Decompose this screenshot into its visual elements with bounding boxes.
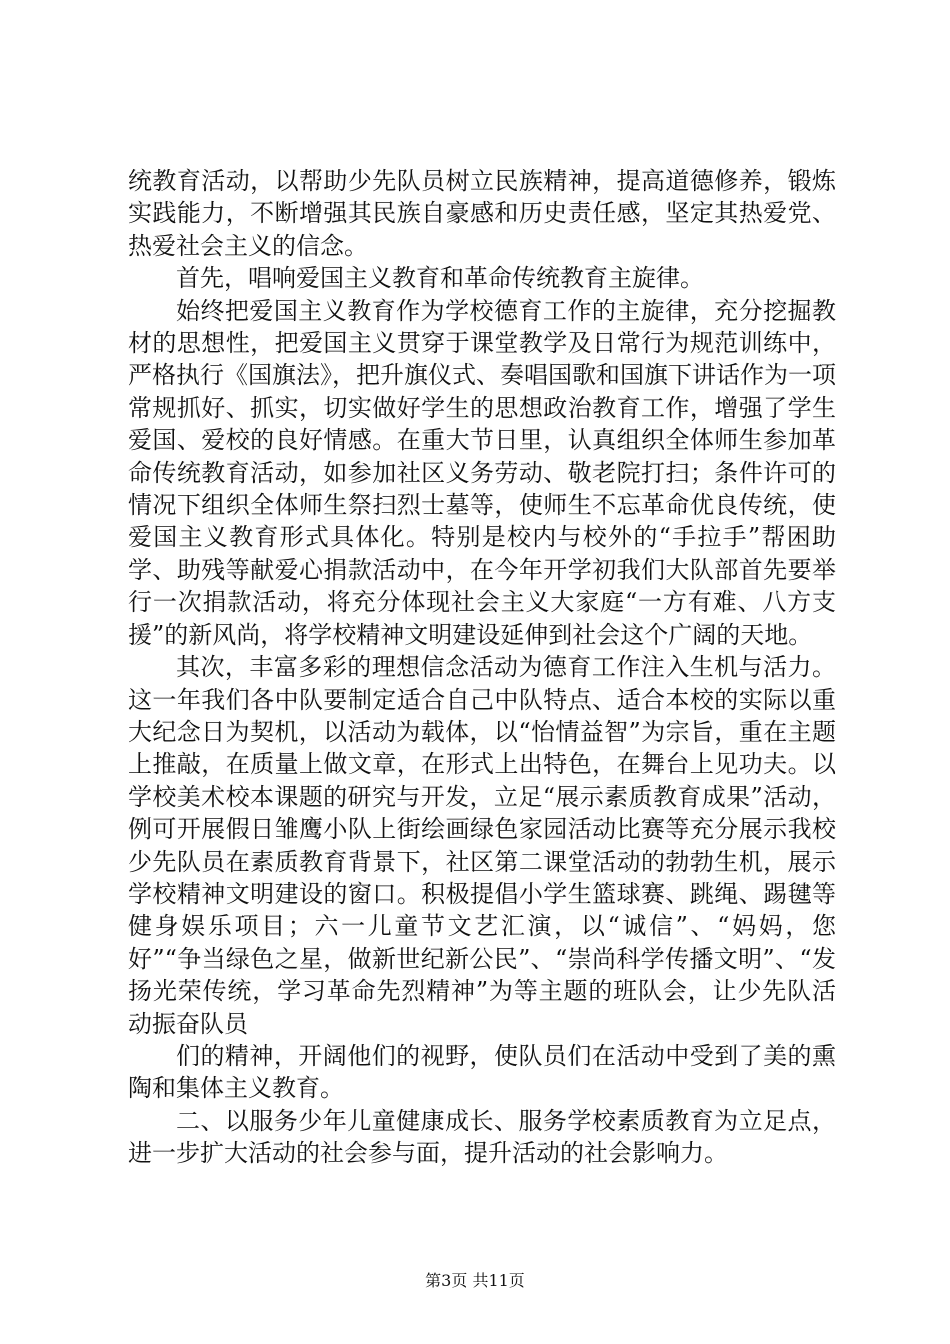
- paragraph-4: 其次，丰富多彩的理想信念活动为德育工作注入生机与活力。这一年我们各中队要制定适合自己中队特点、适合本校的实际以重大纪念日为契机，以活动为载体，以“怡情益智”为宗旨，重在主题上推敲，在质量上做文章，在形式上出特色，在舞台上见功夫。以学校美术校本课题的研究与开发，立足“展示素质教育成果”活动，例可开展假日雏鹰小队上街绘画绿色家园活动比赛等充分展示我校少先队员在素质教育背景下，社区第二课堂活动的勃勃生机，展示学校精神文明建设的窗口。积极提倡小学生篮球赛、跳绳、踢毽等健身娱乐项目；六一儿童节文艺汇演，以“诚信”、“妈妈，您好”“争当绿色之星，做新世纪新公民”、“崇尚科学传播文明”、“发扬光荣传统，学习革命先烈精神”为等主题的班队会，让少先队活动振奋队员: [128, 653, 836, 1038]
- page-footer: 第3页 共11页: [425, 1271, 525, 1290]
- paragraph-3: 始终把爱国主义教育作为学校德育工作的主旋律，充分挖掘教材的思想性，把爱国主义贯穿于课堂教学及日常行为规范训练中，严格执行《国旗法》，把升旗仪式、奏唱国歌和国旗下讲话作为一项常规抓好、抓实，切实做好学生的思想政治教育工作，增强了学生爱国、爱校的良好情感。在重大节日里，认真组织全体师生参加革命传统教育活动，如参加社区义务劳动、敬老院打扫；条件许可的情况下组织全体师生祭扫烈士墓等，使师生不忘革命优良传统，使爱国主义教育形式具体化。特别是校内与校外的“手拉手”帮困助学、助残等献爱心捐款活动中，在今年开学初我们大队部首先要举行一次捐款活动，将充分体现社会主义大家庭“一方有难、八方支援”的新风尚，将学校精神文明建设延伸到社会这个广阔的天地。: [128, 296, 836, 649]
- paragraph-1: 统教育活动，以帮助少先队员树立民族精神，提高道德修养，锻炼实践能力，不断增强其民族自豪感和历史责任感，坚定其热爱党、热爱社会主义的信念。: [128, 167, 836, 260]
- paragraph-2: 首先，唱响爱国主义教育和革命传统教育主旋律。: [176, 264, 704, 293]
- paragraph-5: 们的精神，开阔他们的视野，使队员们在活动中受到了美的熏陶和集体主义教育。: [128, 1041, 836, 1103]
- paragraph-6: 二、以服务少年儿童健康成长、服务学校素质教育为立足点，进一步扩大活动的社会参与面，提升活动的社会影响力。: [128, 1106, 836, 1168]
- document-body: [128, 165, 836, 1170]
